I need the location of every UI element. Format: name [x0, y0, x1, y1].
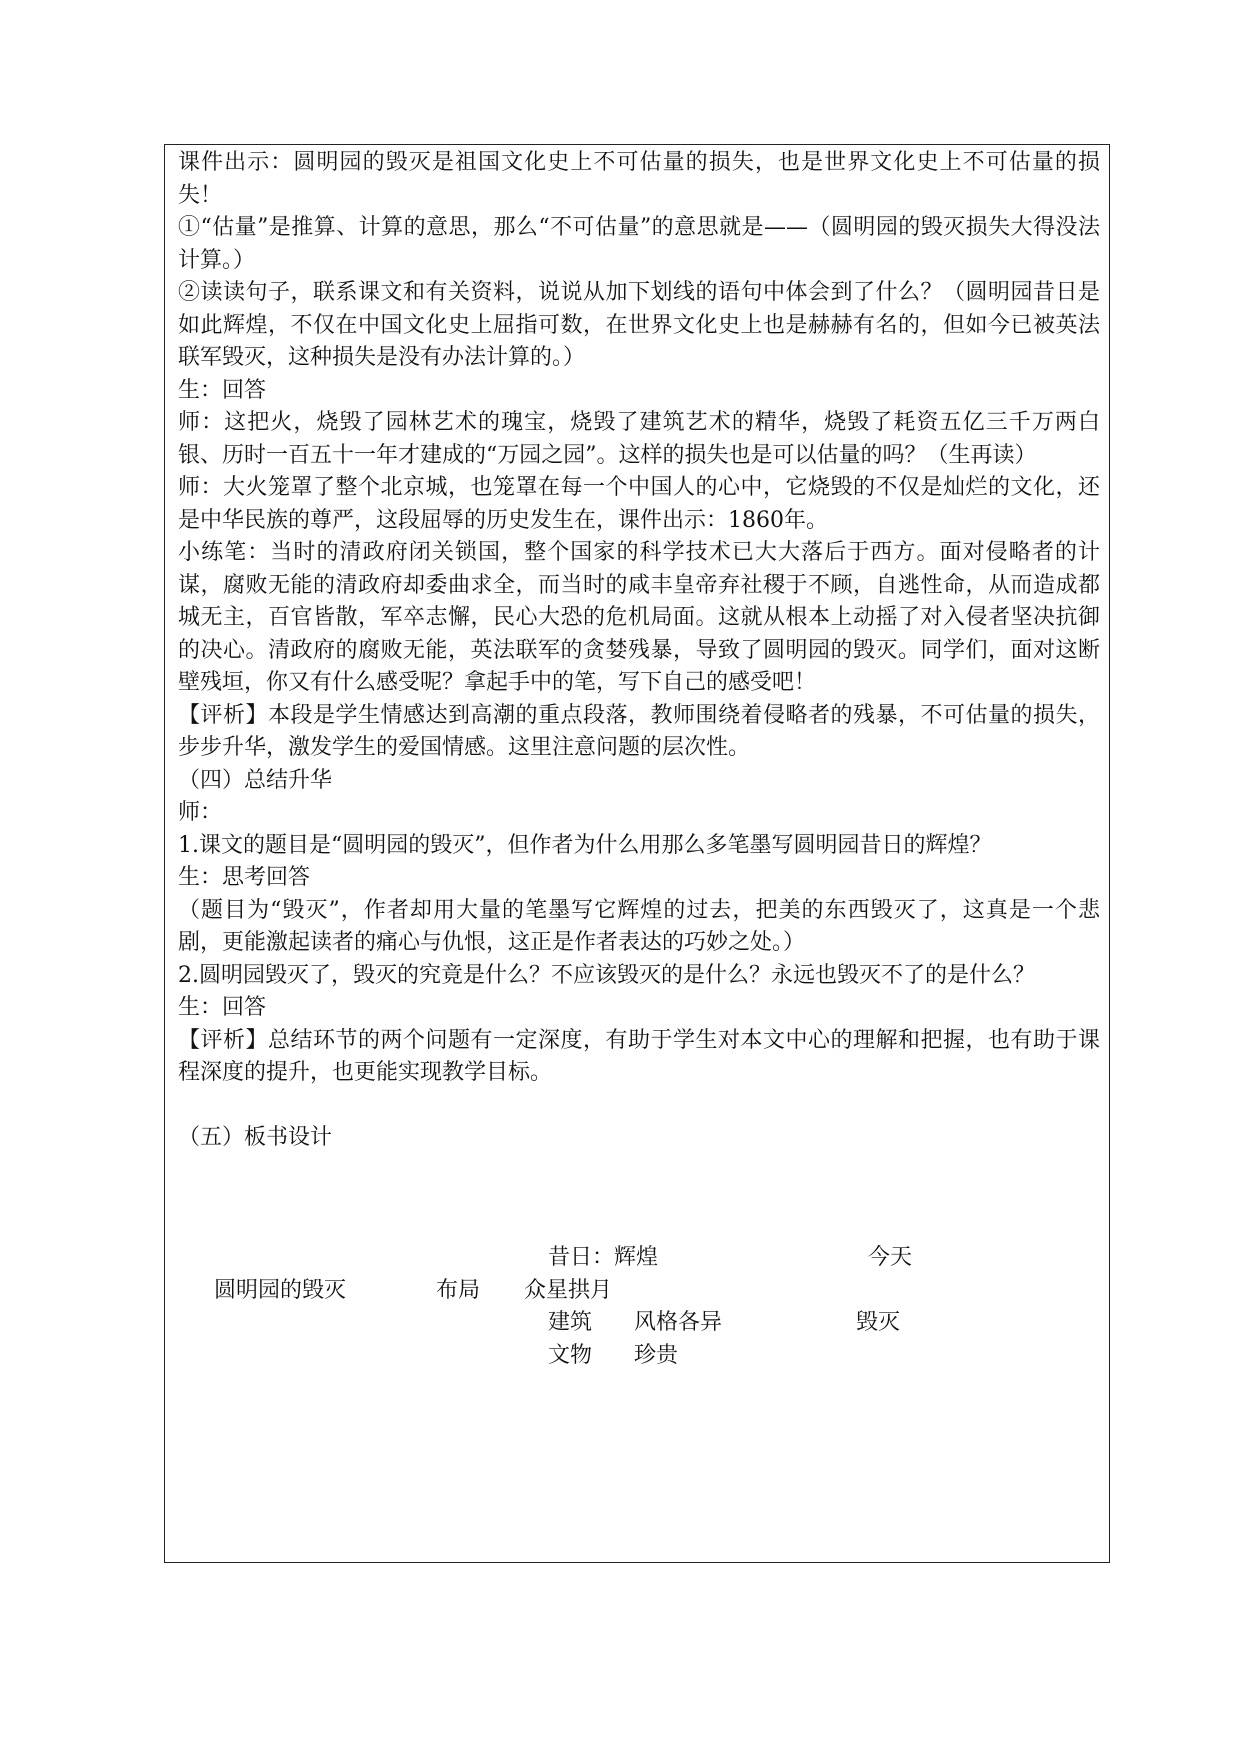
paragraph: 师：这把火，烧毁了园林艺术的瑰宝，烧毁了建筑艺术的精华，烧毁了耗资五亿三千万两白银、历时一百五十一年才建成的“万园之园”。这样的损失也是可以估量的吗？（生再读）: [178, 410, 1100, 468]
paragraph: 生：回答: [178, 995, 267, 1020]
paragraph: （题目为“毁灭”，作者却用大量的笔墨写它辉煌的过去，把美的东西毁灭了，这真是一个悲剧，更能激起读者的痛心与仇恨，这正是作者表达的巧妙之处。）: [178, 897, 1100, 955]
lesson-text: [178, 147, 1100, 1155]
board-building-value: 风格各异: [634, 1310, 723, 1335]
board-heading: （五）板书设计: [178, 1125, 333, 1150]
paragraph: 生：回答: [178, 377, 267, 403]
board-building-label: 建筑: [548, 1310, 593, 1335]
paragraph: ②读读句子，联系课文和有关资料，说说从加下划线的语句中体会到了什么？（圆明园昔日是如此辉煌，不仅在中国文化史上屈指可数，在世界文化史上也是赫赫有名的，但如今已被英法联军毁灭，这种损失是没有办法计算的。）: [178, 280, 1100, 370]
paragraph: 【评析】总结环节的两个问题有一定深度，有助于学生对本文中心的理解和把握，也有助于课程深度的提升，也更能实现教学目标。: [178, 1027, 1100, 1085]
board-relics-value: 珍贵: [634, 1343, 679, 1368]
section-heading: （四）总结升华: [178, 767, 333, 793]
paragraph: ①“估量”是推算、计算的意思，那么“不可估量”的意思就是——（圆明园的毁灭损失大得没法计算。）: [178, 215, 1100, 273]
board-title: 圆明园的毁灭: [214, 1278, 347, 1303]
board-layout-label: 布局: [436, 1278, 481, 1303]
paragraph: 【评析】本段是学生情感达到高潮的重点段落，教师围绕着侵略者的残暴，不可估量的损失，步步升华，激发学生的爱国情感。这里注意问题的层次性。: [178, 702, 1100, 760]
paragraph: 生：思考回答: [178, 865, 311, 890]
board-layout-value: 众星拱月: [524, 1278, 613, 1303]
paragraph: 课件出示：圆明园的毁灭是祖国文化史上不可估量的损失，也是世界文化史上不可估量的损失！: [178, 150, 1100, 208]
paragraph: 2.圆明园毁灭了，毁灭的究竟是什么？不应该毁灭的是什么？永远也毁灭不了的是什么？: [178, 962, 1035, 988]
paragraph: 师：: [178, 800, 223, 825]
board-destroyed: 毁灭: [856, 1310, 901, 1335]
paragraph: 1.课文的题目是“圆明园的毁灭”，但作者为什么用那么多笔墨写圆明园昔日的辉煌？: [178, 832, 992, 858]
paragraph: 师：大火笼罩了整个北京城，也笼罩在每一个中国人的心中，它烧毁的不仅是灿烂的文化，还是中华民族的尊严，这段屈辱的历史发生在，课件出示：1860年。: [178, 475, 1100, 533]
board-today: 今天: [868, 1245, 913, 1270]
board-past: 昔日：辉煌: [548, 1245, 659, 1270]
paragraph: 小练笔：当时的清政府闭关锁国，整个国家的科学技术已大大落后于西方。面对侵略者的计谋，腐败无能的清政府却委曲求全，而当时的咸丰皇帝弃社稷于不顾，自逃性命，从而造成都城无主，百官皆散，军卒志懈，民心大恐的危机局面。这就从根本上动摇了对入侵者坚决抗御的决心。清政府的腐败无能，英法联军的贪婪残暴，导致了圆明园的毁灭。同学们，面对这断壁残垣，你又有什么感受呢？拿起手中的笔，写下自己的感受吧！: [178, 540, 1100, 695]
board-relics-label: 文物: [548, 1343, 593, 1368]
